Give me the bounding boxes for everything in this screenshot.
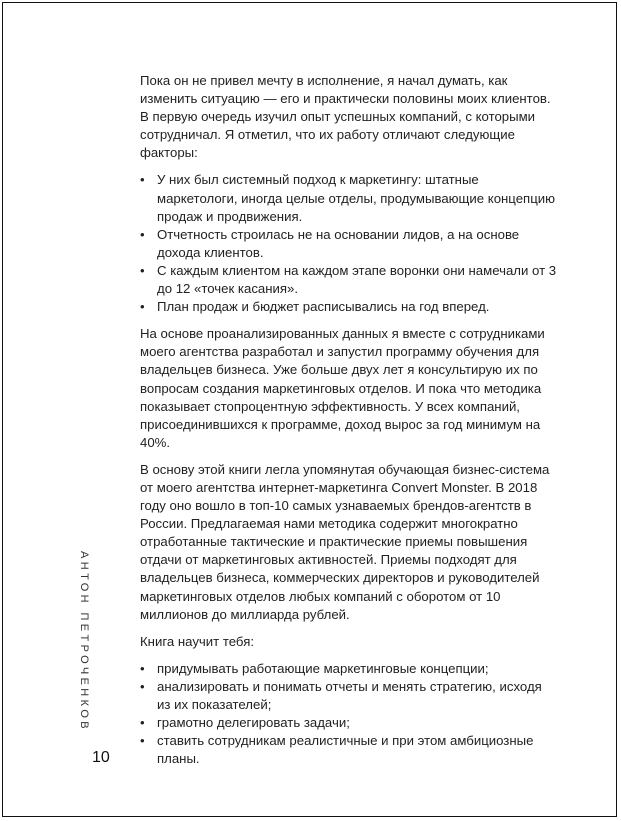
running-head-author: АНТОН ПЕТРОЧЕНКОВ	[78, 551, 90, 733]
list-item: • придумывать работающие маркетинговые концепции;	[140, 660, 558, 678]
list-item: • План продаж и бюджет расписывались на год вперед.	[140, 298, 558, 316]
list-item: • анализировать и понимать отчеты и менять стратегию, исходя из их показателей;	[140, 678, 558, 714]
paragraph-2: На основе проанализированных данных я вместе с сотрудниками моего агентства разработал и запустил программу обучения для владельцев бизнеса. Уже больше двух лет я консультирую их по вопросам создания маркетинговых отделов. И пока что методика показывает стопроцентную эффективность. У всех компаний, присоединившихся к программе, доход вырос за год минимум на 40%.	[140, 326, 545, 450]
list-item: • Отчетность строилась не на основании лидов, а на основе дохода клиентов.	[140, 226, 558, 262]
factors-list	[140, 171, 558, 316]
list-item: • С каждым клиентом на каждом этапе воронки они намечали от 3 до 12 «точек касания».	[140, 262, 558, 298]
page-body	[140, 72, 558, 777]
list-item: • грамотно делегировать задачи;	[140, 714, 558, 732]
paragraph-3: В основу этой книги легла упомянутая обучающая бизнес-система от моего агентства интернет-маркетинга Convert Monster. В 2018 году оно вошло в топ-10 самых узнаваемых брендов-агентств в России. Предлагаемая нами методика содержит многократно отработанные тактические и практические приемы повышения отдачи от маркетинговых активностей. Приемы подходят для владельцев бизнеса, коммерческих директоров и руководителей маркетинговых отделов любых компаний с оборотом от 10 миллионов до миллиарда рублей.	[140, 461, 550, 622]
page-number: 10	[92, 749, 110, 766]
paragraph-4: Книга научит тебя:	[140, 633, 254, 649]
page-frame	[2, 2, 617, 817]
paragraph-1: Пока он не привел мечту в исполнение, я начал думать, как изменить ситуацию — его и практически половины моих клиентов. В первую очередь изучил опыт успешных компаний, с которыми сотрудничал. Я отметил, что их работу отличают следующие факторы:	[140, 73, 551, 161]
list-item: • У них был системный подход к маркетингу: штатные маркетологи, иногда целые отделы, продумывающие концепцию продаж и продвижения.	[140, 171, 558, 225]
skills-list	[140, 660, 558, 769]
list-item: • ставить сотрудникам реалистичные и при этом амбициозные планы.	[140, 732, 558, 768]
